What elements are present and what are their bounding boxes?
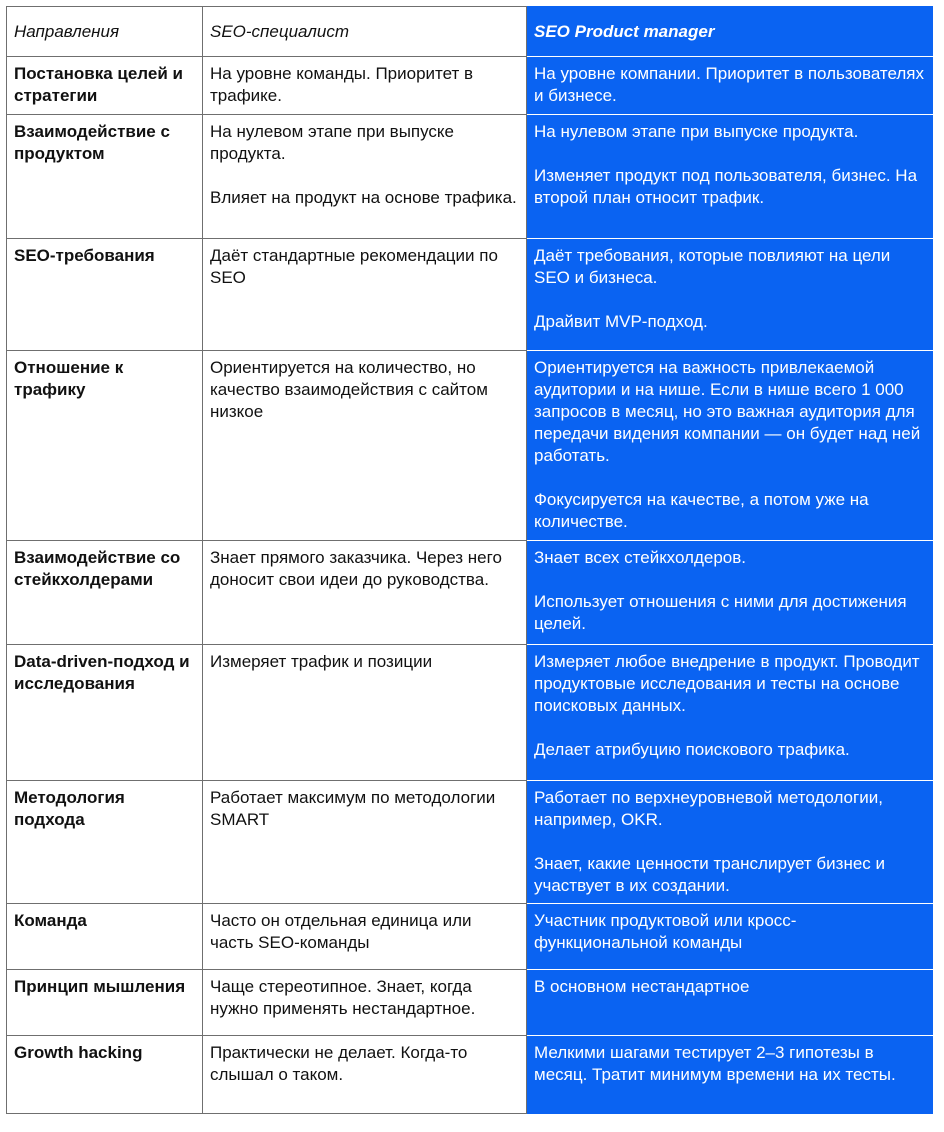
seo-cell [203, 904, 527, 970]
pm-text: Мелкими шагами тестирует 2–3 гипотезы в месяц. Тратит минимум времени на их тесты. [534, 1043, 896, 1084]
header-row [7, 7, 933, 57]
pm-text: Работает по верхнеуровневой методологии, например, OKR. [534, 788, 883, 829]
row-direction: Growth hacking [7, 1036, 203, 1114]
seo-text: На нулевом этапе при выпуске продукта. [210, 122, 455, 163]
pm-text: Использует отношения с ними для достижения целей. [534, 592, 907, 633]
table-row [7, 781, 933, 904]
pm-text: Знает, какие ценности транслирует бизнес и участвует в их создании. [534, 854, 886, 895]
seo-cell [203, 645, 527, 781]
seo-cell [203, 1036, 527, 1114]
table-row [7, 970, 933, 1036]
row-direction: Взаимодействие с продуктом [7, 115, 203, 239]
pm-text: Даёт требования, которые повлияют на цели SEO и бизнеса. [534, 246, 891, 287]
pm-cell [527, 541, 933, 645]
seo-cell [203, 351, 527, 541]
pm-cell [527, 115, 933, 239]
row-direction: Data-driven-подход и исследования [7, 645, 203, 781]
row-direction: Постановка целей и стратегии [7, 57, 203, 115]
header-seo-product-manager: SEO Product manager [527, 7, 933, 57]
seo-text: Даёт стандартные рекомендации по SEO [210, 246, 498, 287]
pm-cell [527, 239, 933, 351]
seo-text: Ориентируется на количество, но качество взаимодействия с сайтом низкое [210, 358, 488, 421]
table-row [7, 1036, 933, 1114]
pm-cell [527, 904, 933, 970]
table-row [7, 115, 933, 239]
pm-text: Измеряет любое внедрение в продукт. Проводит продуктовые исследования и тесты на основе поисковых данных. [534, 652, 920, 715]
pm-cell [527, 1036, 933, 1114]
pm-text: Участник продуктовой или кросс-функциональной команды [534, 911, 797, 952]
row-direction: Отношение к трафику [7, 351, 203, 541]
table-row [7, 904, 933, 970]
seo-text: Часто он отдельная единица или часть SEO-команды [210, 911, 472, 952]
pm-text: Драйвит MVP-подход. [534, 312, 708, 331]
table-row [7, 351, 933, 541]
pm-cell [527, 781, 933, 904]
pm-text: В основном нестандартное [534, 977, 750, 996]
table-row [7, 239, 933, 351]
pm-text: На нулевом этапе при выпуске продукта. [534, 122, 859, 141]
seo-text: Влияет на продукт на основе трафика. [210, 188, 517, 207]
table-row [7, 57, 933, 115]
header-directions: Направления [7, 7, 203, 57]
header-seo-specialist: SEO-специалист [203, 7, 527, 57]
seo-cell [203, 115, 527, 239]
pm-text: Делает атрибуцию поискового трафика. [534, 740, 850, 759]
row-direction: Принцип мышления [7, 970, 203, 1036]
pm-text: Изменяет продукт под пользователя, бизнес. На второй план относит трафик. [534, 166, 918, 207]
pm-text: На уровне компании. Приоритет в пользователях и бизнесе. [534, 64, 925, 105]
pm-cell [527, 57, 933, 115]
row-direction: Команда [7, 904, 203, 970]
seo-text: Знает прямого заказчика. Через него доносит свои идеи до руководства. [210, 548, 502, 589]
seo-cell [203, 781, 527, 904]
pm-cell [527, 970, 933, 1036]
pm-cell [527, 351, 933, 541]
seo-cell [203, 239, 527, 351]
pm-text: Знает всех стейкхолдеров. [534, 548, 746, 567]
table-row [7, 541, 933, 645]
seo-text: Практически не делает. Когда-то слышал о таком. [210, 1043, 468, 1084]
row-direction: Взаимодействие со стейкхолдерами [7, 541, 203, 645]
table-row [7, 645, 933, 781]
seo-text: Измеряет трафик и позиции [210, 652, 433, 671]
seo-text: Работает максимум по методологии SMART [210, 788, 496, 829]
pm-text: Ориентируется на важность привлекаемой аудитории и на нише. Если в нише всего 1 000 запросов в месяц, но это важная аудитория для передачи видения компании — он будет над ней работать. [534, 358, 921, 465]
seo-text: Чаще стереотипное. Знает, когда нужно применять нестандартное. [210, 977, 476, 1018]
seo-cell [203, 57, 527, 115]
seo-text: На уровне команды. Приоритет в трафике. [210, 64, 474, 105]
pm-text: Фокусируется на качестве, а потом уже на количестве. [534, 490, 869, 531]
seo-cell [203, 541, 527, 645]
comparison-table [6, 6, 933, 1114]
row-direction: Методология подхода [7, 781, 203, 904]
seo-cell [203, 970, 527, 1036]
row-direction: SEO-требования [7, 239, 203, 351]
pm-cell [527, 645, 933, 781]
